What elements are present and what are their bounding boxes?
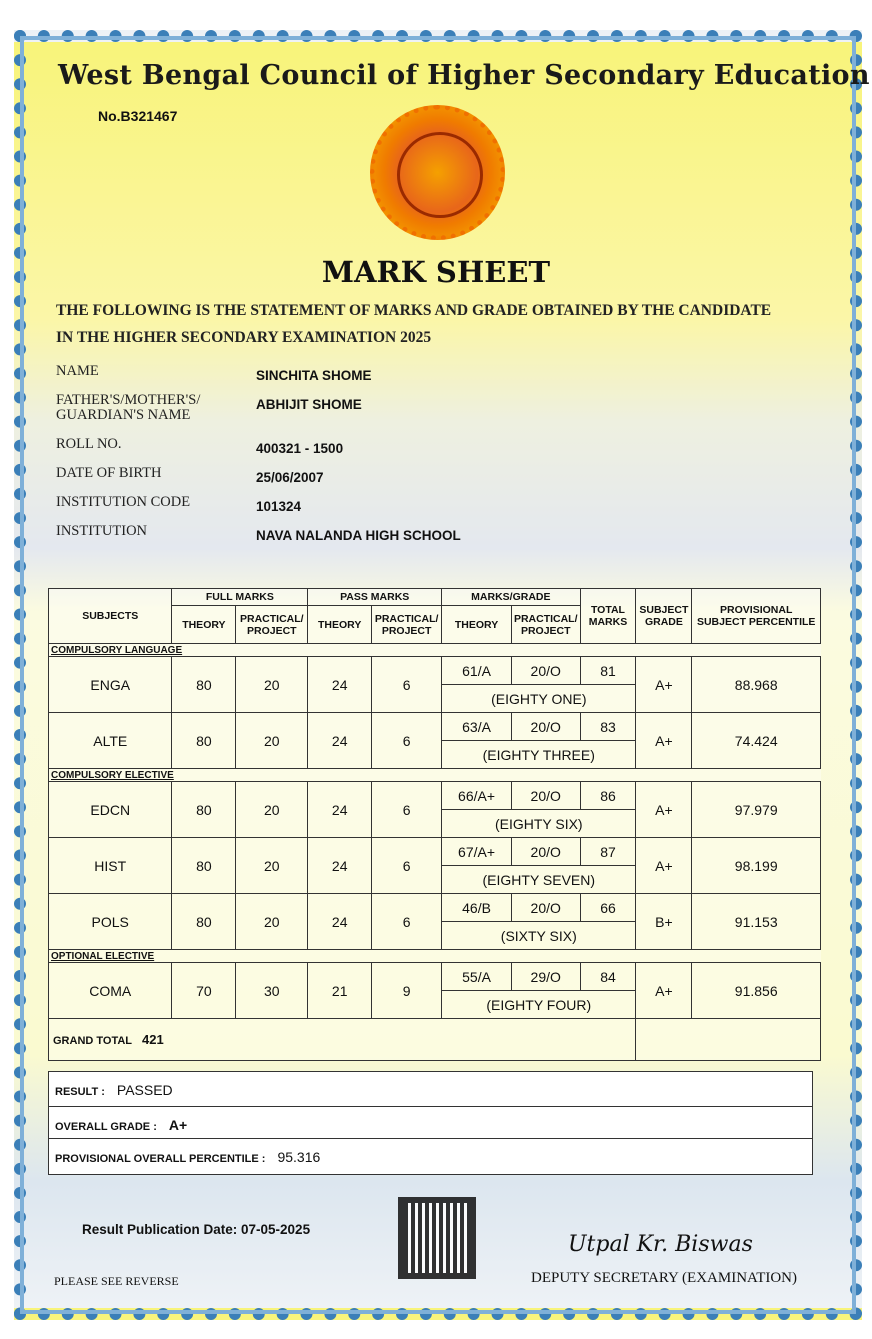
result-row <box>48 1071 813 1108</box>
marks-practical: 20/O <box>511 657 580 685</box>
total-in-words: (SIXTY SIX) <box>442 922 636 950</box>
subject-grade: A+ <box>636 782 692 838</box>
pass-practical: 6 <box>372 894 442 950</box>
please-see-reverse: PLEASE SEE REVERSE <box>54 1274 179 1288</box>
section-label: COMPULSORY LANGUAGE <box>49 644 821 657</box>
subject-percentile: 97.979 <box>692 782 821 838</box>
subject-row <box>49 963 821 991</box>
subject-row <box>49 894 821 922</box>
th-theory: THEORY <box>308 606 372 644</box>
total-marks: 83 <box>580 713 636 741</box>
serial-number: No.B321467 <box>98 108 178 124</box>
institution-value: NAVA NALANDA HIGH SCHOOL <box>256 528 461 543</box>
publication-date: Result Publication Date: 07-05-2025 <box>82 1222 311 1237</box>
grand-total-row <box>49 1019 636 1061</box>
subject-grade: B+ <box>636 894 692 950</box>
full-practical: 20 <box>236 657 308 713</box>
th-practical: PRACTICAL/ PROJECT <box>511 606 580 644</box>
marks-practical: 29/O <box>511 963 580 991</box>
full-theory: 80 <box>172 894 236 950</box>
marks-theory: 67/A+ <box>442 838 512 866</box>
th-practical: PRACTICAL/ PROJECT <box>236 606 308 644</box>
subject-row <box>49 657 821 685</box>
council-title: West Bengal Council of Higher Secondary Education <box>58 60 870 91</box>
total-in-words: (EIGHTY SEVEN) <box>442 866 636 894</box>
signatory-title: DEPUTY SECRETARY (EXAMINATION) <box>531 1270 798 1286</box>
subject-grade: A+ <box>636 713 692 769</box>
th-grade: SUBJECT GRADE <box>636 589 692 644</box>
full-practical: 20 <box>236 782 308 838</box>
guardian-label: FATHER'S/MOTHER'S/ GUARDIAN'S NAME <box>56 392 201 423</box>
total-in-words: (EIGHTY THREE) <box>442 741 636 769</box>
result-value: PASSED <box>116 1082 173 1098</box>
name-value: SINCHITA SHOME <box>256 368 372 383</box>
overall-percentile-label: PROVISIONAL OVERALL PERCENTILE : <box>55 1153 266 1165</box>
pass-theory: 24 <box>308 838 372 894</box>
pass-practical: 9 <box>372 963 442 1019</box>
full-theory: 80 <box>172 657 236 713</box>
subject-percentile: 88.968 <box>692 657 821 713</box>
th-practical: PRACTICAL/ PROJECT <box>372 606 442 644</box>
statement-line2: IN THE HIGHER SECONDARY EXAMINATION 2025 <box>56 329 432 346</box>
subject-grade: A+ <box>636 657 692 713</box>
statement-line1: THE FOLLOWING IS THE STATEMENT OF MARKS AND GRADE OBTAINED BY THE CANDIDATE <box>56 302 772 319</box>
subject-name: EDCN <box>49 782 172 838</box>
subject-row <box>49 782 821 810</box>
section-label: OPTIONAL ELECTIVE <box>49 950 821 963</box>
marks-practical: 20/O <box>511 782 580 810</box>
subject-percentile: 91.856 <box>692 963 821 1019</box>
th-marks-grade: MARKS/GRADE <box>442 589 580 606</box>
overall-percentile-row <box>48 1138 813 1175</box>
full-practical: 20 <box>236 894 308 950</box>
total-marks: 87 <box>580 838 636 866</box>
pass-practical: 6 <box>372 713 442 769</box>
pass-practical: 6 <box>372 838 442 894</box>
roll-label: ROLL NO. <box>56 436 122 452</box>
subject-percentile: 98.199 <box>692 838 821 894</box>
marks-practical: 20/O <box>511 894 580 922</box>
th-percentile: PROVISIONAL SUBJECT PERCENTILE <box>692 589 821 644</box>
full-practical: 20 <box>236 838 308 894</box>
marks-practical: 20/O <box>511 838 580 866</box>
subject-name: COMA <box>49 963 172 1019</box>
th-full-marks: FULL MARKS <box>172 589 308 606</box>
dob-value: 25/06/2007 <box>256 470 324 485</box>
council-seal-icon <box>370 105 505 240</box>
marks-theory: 61/A <box>442 657 512 685</box>
marks-theory: 46/B <box>442 894 512 922</box>
full-practical: 30 <box>236 963 308 1019</box>
total-marks: 66 <box>580 894 636 922</box>
full-theory: 80 <box>172 782 236 838</box>
overall-grade-label: OVERALL GRADE : <box>55 1121 157 1133</box>
full-theory: 80 <box>172 838 236 894</box>
pass-practical: 6 <box>372 657 442 713</box>
subject-percentile: 74.424 <box>692 713 821 769</box>
subject-name: ENGA <box>49 657 172 713</box>
grand-total-label: GRAND TOTAL <box>53 1035 133 1047</box>
roll-value: 400321 - 1500 <box>256 441 344 456</box>
subject-row <box>49 838 821 866</box>
pass-practical: 6 <box>372 782 442 838</box>
marks-table <box>48 588 821 1061</box>
total-marks: 81 <box>580 657 636 685</box>
subject-grade: A+ <box>636 963 692 1019</box>
grand-total-blank <box>636 1019 821 1061</box>
pass-theory: 24 <box>308 894 372 950</box>
full-theory: 80 <box>172 713 236 769</box>
qr-code-icon <box>398 1197 476 1279</box>
inst-code-value: 101324 <box>256 499 302 514</box>
pass-theory: 24 <box>308 782 372 838</box>
subject-name: HIST <box>49 838 172 894</box>
subject-grade: A+ <box>636 838 692 894</box>
subject-name: POLS <box>49 894 172 950</box>
institution-label: INSTITUTION <box>56 523 148 539</box>
th-theory: THEORY <box>172 606 236 644</box>
marks-theory: 55/A <box>442 963 512 991</box>
marks-theory: 63/A <box>442 713 512 741</box>
total-in-words: (EIGHTY FOUR) <box>442 991 636 1019</box>
overall-grade-value: A+ <box>168 1117 188 1133</box>
overall-percentile-value: 95.316 <box>277 1149 321 1165</box>
total-marks: 86 <box>580 782 636 810</box>
grand-total-value: 421 <box>142 1032 164 1047</box>
total-in-words: (EIGHTY ONE) <box>442 685 636 713</box>
subject-row <box>49 713 821 741</box>
full-practical: 20 <box>236 713 308 769</box>
name-label: NAME <box>56 363 99 379</box>
section-label: COMPULSORY ELECTIVE <box>49 769 821 782</box>
dob-label: DATE OF BIRTH <box>56 465 162 481</box>
full-theory: 70 <box>172 963 236 1019</box>
th-subjects: SUBJECTS <box>49 589 172 644</box>
th-total: TOTAL MARKS <box>580 589 636 644</box>
th-pass-marks: PASS MARKS <box>308 589 442 606</box>
pass-theory: 21 <box>308 963 372 1019</box>
inst-code-label: INSTITUTION CODE <box>56 494 191 510</box>
subject-percentile: 91.153 <box>692 894 821 950</box>
signature: Utpal Kr. Biswas <box>568 1232 753 1257</box>
total-in-words: (EIGHTY SIX) <box>442 810 636 838</box>
guardian-value: ABHIJIT SHOME <box>256 397 362 412</box>
doc-title: MARK SHEET <box>321 255 551 289</box>
pass-theory: 24 <box>308 657 372 713</box>
total-marks: 84 <box>580 963 636 991</box>
result-label: RESULT : <box>55 1086 105 1098</box>
th-theory: THEORY <box>442 606 512 644</box>
marks-theory: 66/A+ <box>442 782 512 810</box>
marks-practical: 20/O <box>511 713 580 741</box>
pass-theory: 24 <box>308 713 372 769</box>
subject-name: ALTE <box>49 713 172 769</box>
